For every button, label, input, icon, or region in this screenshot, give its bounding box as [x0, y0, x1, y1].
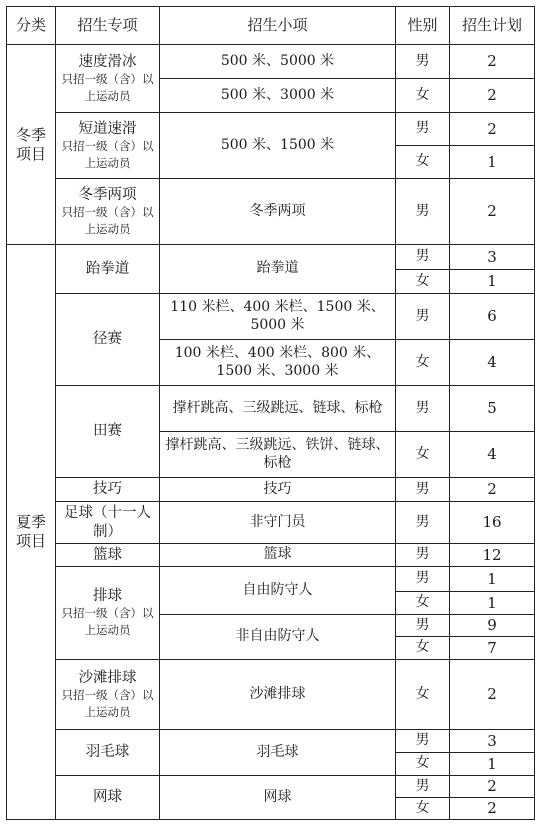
- table-row: [7, 544, 535, 567]
- sub-item: 非守门员: [160, 502, 396, 544]
- gender: 男: [396, 502, 450, 544]
- gender: 男: [396, 776, 450, 798]
- category-label: 夏季项目: [15, 513, 46, 550]
- specialty-note: 只招一级（含）以上运动员: [61, 606, 154, 638]
- specialty-field: 田赛: [56, 386, 160, 478]
- header-sub-item: 招生小项: [160, 7, 396, 45]
- sub-item: 冬季两项: [160, 179, 396, 245]
- plan-count: 2: [450, 113, 535, 146]
- specialty-tennis: 网球: [56, 776, 160, 820]
- header-specialty: 招生专项: [56, 7, 160, 45]
- specialty-note: 只招一级（含）以上运动员: [61, 71, 154, 103]
- gender: 男: [396, 615, 450, 637]
- table-row: [7, 245, 535, 270]
- plan-count: 2: [450, 478, 535, 502]
- specialty-note: 只招一级（含）以上运动员: [61, 687, 154, 719]
- gender: 女: [396, 592, 450, 615]
- plan-count: 2: [450, 798, 535, 820]
- gender: 男: [396, 45, 450, 79]
- specialty-taekwondo: 跆拳道: [56, 245, 160, 294]
- gender: 女: [396, 637, 450, 660]
- table-row: [7, 776, 535, 798]
- header-plan: 招生计划: [450, 7, 535, 45]
- table-row: [7, 660, 535, 730]
- sub-item: 非自由防守人: [160, 615, 396, 660]
- gender: 女: [396, 79, 450, 113]
- plan-count: 1: [450, 592, 535, 615]
- gender: 男: [396, 245, 450, 270]
- table-row: [7, 730, 535, 753]
- table-row: [7, 294, 535, 340]
- specialty-name: 冬季两项: [78, 186, 137, 203]
- plan-count: 3: [450, 730, 535, 753]
- plan-count: 9: [450, 615, 535, 637]
- gender: 女: [396, 340, 450, 386]
- specialty-acrobatics: 技巧: [56, 478, 160, 502]
- plan-count: 1: [450, 270, 535, 294]
- sub-item: 110 米栏、400 米栏、1500 米、5000 米: [160, 294, 396, 340]
- table-row: [7, 45, 535, 79]
- plan-count: 2: [450, 660, 535, 730]
- plan-count: 1: [450, 567, 535, 592]
- gender: 女: [396, 798, 450, 820]
- sub-item: 网球: [160, 776, 396, 820]
- sub-item: 跆拳道: [160, 245, 396, 294]
- plan-count: 3: [450, 245, 535, 270]
- plan-count: 12: [450, 544, 535, 567]
- plan-count: 1: [450, 753, 535, 776]
- sub-item: 撑杆跳高、三级跳远、铁饼、链球、标枪: [160, 432, 396, 478]
- specialty-track: 径赛: [56, 294, 160, 386]
- sub-item: 沙滩排球: [160, 660, 396, 730]
- table-row: [7, 386, 535, 432]
- specialty-name: 速度滑冰: [78, 53, 137, 70]
- specialty-biathlon: [56, 179, 160, 245]
- gender: 男: [396, 478, 450, 502]
- plan-count: 7: [450, 637, 535, 660]
- sub-item: 500 米、5000 米: [160, 45, 396, 79]
- gender: 男: [396, 179, 450, 245]
- category-winter: [7, 45, 56, 245]
- category-label: 冬季项目: [15, 125, 46, 163]
- gender: 女: [396, 270, 450, 294]
- recruitment-plan-table: [6, 6, 535, 820]
- specialty-basketball: 篮球: [56, 544, 160, 567]
- plan-count: 2: [450, 45, 535, 79]
- header-row: [7, 7, 535, 45]
- gender: 女: [396, 660, 450, 730]
- specialty-speed-skating: [56, 45, 160, 113]
- gender: 女: [396, 432, 450, 478]
- category-summer: [7, 245, 56, 820]
- sub-item: 100 米栏、400 米栏、800 米、1500 米、3000 米: [160, 340, 396, 386]
- table-row: [7, 113, 535, 146]
- specialty-beach-volleyball: [56, 660, 160, 730]
- specialty-note: 只招一级（含）以上运动员: [61, 138, 154, 170]
- sub-item: 自由防守人: [160, 567, 396, 615]
- plan-count: 6: [450, 294, 535, 340]
- plan-count: 4: [450, 340, 535, 386]
- gender: 女: [396, 146, 450, 179]
- specialty-volleyball: [56, 567, 160, 660]
- plan-count: 2: [450, 179, 535, 245]
- specialty-name: 短道速滑: [78, 120, 137, 137]
- specialty-short-track: [56, 113, 160, 179]
- gender: 男: [396, 730, 450, 753]
- table-row: [7, 179, 535, 245]
- table-row: [7, 502, 535, 544]
- gender: 男: [396, 386, 450, 432]
- plan-count: 2: [450, 776, 535, 798]
- table-row: [7, 478, 535, 502]
- header-category: 分类: [7, 7, 56, 45]
- specialty-name: 沙滩排球: [78, 669, 137, 686]
- sub-item: 技巧: [160, 478, 396, 502]
- plan-count: 5: [450, 386, 535, 432]
- sub-item: 羽毛球: [160, 730, 396, 776]
- plan-count: 4: [450, 432, 535, 478]
- specialty-badminton: 羽毛球: [56, 730, 160, 776]
- plan-count: 1: [450, 146, 535, 179]
- specialty-football: 足球（十一人制）: [56, 502, 160, 544]
- plan-count: 2: [450, 79, 535, 113]
- sub-item: 500 米、3000 米: [160, 79, 396, 113]
- specialty-name: 排球: [93, 588, 122, 605]
- gender: 女: [396, 753, 450, 776]
- specialty-note: 只招一级（含）以上运动员: [61, 204, 154, 236]
- sub-item: 500 米、1500 米: [160, 113, 396, 179]
- plan-count: 16: [450, 502, 535, 544]
- table-row: [7, 567, 535, 592]
- header-gender: 性别: [396, 7, 450, 45]
- sub-item: 撑杆跳高、三级跳远、链球、标枪: [160, 386, 396, 432]
- sub-item: 篮球: [160, 544, 396, 567]
- gender: 男: [396, 567, 450, 592]
- gender: 男: [396, 544, 450, 567]
- gender: 男: [396, 113, 450, 146]
- gender: 男: [396, 294, 450, 340]
